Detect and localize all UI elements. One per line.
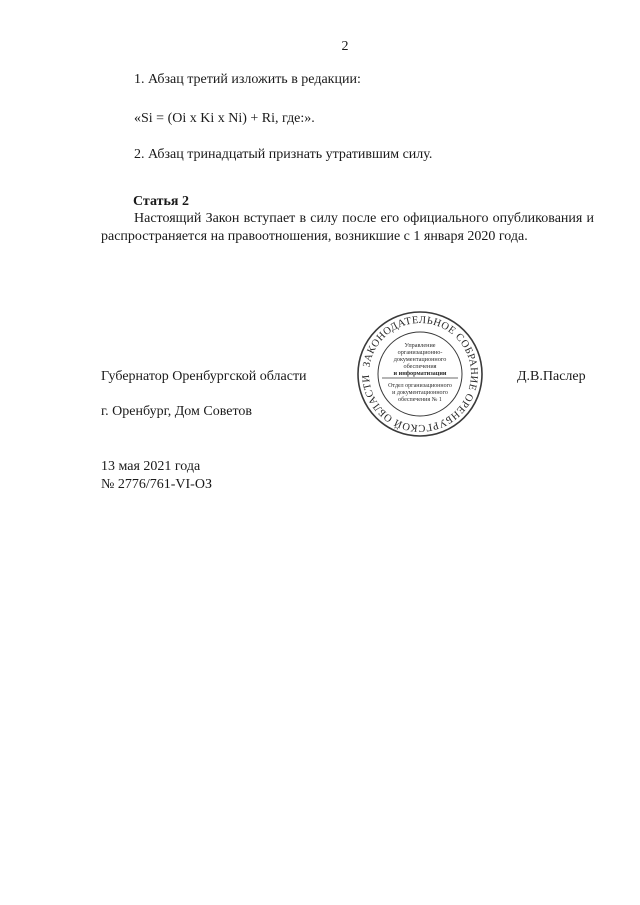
governor-title: Губернатор Оренбургской области [101, 369, 307, 384]
seal-line-2: организационно- [397, 349, 443, 356]
seal-ring-text: ЗАКОНОДАТЕЛЬНОЕ СОБРАНИЕ ОРЕНБУРГСКОЙ ОБЛАСТИ [360, 314, 480, 434]
signing-place: г. Оренбург, Дом Советов [101, 404, 252, 419]
amendment-item-2: 2. Абзац тринадцатый признать утратившим силу. [134, 147, 433, 162]
amendment-item-1: 1. Абзац третий изложить в редакции: [134, 72, 361, 87]
signing-date: 13 мая 2021 года [101, 459, 201, 474]
law-number: № 2776/761-VI-ОЗ [101, 477, 212, 492]
article-title: Статья 2 [133, 194, 189, 209]
official-seal-stamp [356, 310, 484, 438]
article-paragraph: Настоящий Закон вступает в силу после его официального опубликования и распространяется на правоотношения, возникшие с 1 января 2020 года. [101, 211, 594, 244]
page-number: 2 [341, 39, 349, 54]
seal-line-5: и информатизации [393, 370, 447, 377]
formula-text: «Si = (Oi x Ki x Ni) + Ri, где:». [134, 111, 315, 126]
seal-line-3: документационного [393, 356, 447, 363]
seal-line-8: обеспечения № 1 [398, 397, 442, 403]
seal-line-6: Отдел организационного [388, 383, 452, 389]
seal-line-1: Управление [404, 342, 436, 349]
seal-line-4: обеспечения [403, 363, 437, 370]
seal-line-7: и документационного [392, 390, 448, 396]
governor-name: Д.В.Паслер [517, 369, 586, 384]
